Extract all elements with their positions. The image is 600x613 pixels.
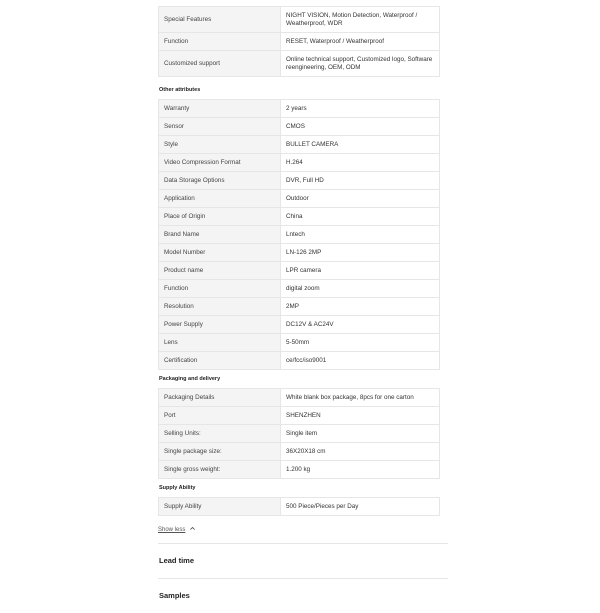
attribute-value: 2 years (281, 100, 440, 118)
table-row (159, 190, 440, 208)
show-less-button[interactable] (158, 525, 448, 535)
attribute-value: ce/fcc/iso9001 (281, 352, 440, 370)
attribute-value: LN-126 2MP (281, 244, 440, 262)
attribute-value: SHENZHEN (281, 407, 440, 425)
attribute-value: Outdoor (281, 190, 440, 208)
attribute-key: Brand Name (159, 226, 281, 244)
attribute-value: 5-50mm (281, 334, 440, 352)
table-row (159, 316, 440, 334)
table-row (159, 389, 440, 407)
attribute-key: Special Features (159, 7, 281, 33)
table-row (159, 51, 440, 77)
attribute-value: 36X20X18 cm (281, 443, 440, 461)
table-row (159, 280, 440, 298)
attribute-key: Video Compression Format (159, 154, 281, 172)
attribute-key: Single gross weight: (159, 461, 281, 479)
table-row (159, 154, 440, 172)
attribute-value: digital zoom (281, 280, 440, 298)
attribute-key: Resolution (159, 298, 281, 316)
table-row (159, 407, 440, 425)
supply-table (158, 497, 440, 516)
attribute-key: Function (159, 33, 281, 51)
attribute-key: Product name (159, 262, 281, 280)
show-less-label: Show less (158, 527, 186, 533)
section-title-packaging: Packaging and delivery (159, 376, 221, 382)
table-row (159, 334, 440, 352)
table-row (159, 208, 440, 226)
table-row (159, 461, 440, 479)
attribute-value: H.264 (281, 154, 440, 172)
attribute-key: Lens (159, 334, 281, 352)
table-row (159, 262, 440, 280)
table-row (159, 33, 440, 51)
attribute-value: Lntech (281, 226, 440, 244)
attribute-key: Application (159, 190, 281, 208)
table-row (159, 172, 440, 190)
attribute-key: Selling Units: (159, 425, 281, 443)
table-row (159, 352, 440, 370)
attribute-value: 2MP (281, 298, 440, 316)
attribute-value: RESET, Waterproof / Weatherproof (281, 33, 440, 51)
attribute-key: Model Number (159, 244, 281, 262)
top-attributes-table (158, 6, 440, 77)
table-row (159, 443, 440, 461)
attribute-value: CMOS (281, 118, 440, 136)
attribute-key: Supply Ability (159, 498, 281, 516)
attribute-value: BULLET CAMERA (281, 136, 440, 154)
table-row (159, 136, 440, 154)
chevron-up-icon (189, 525, 196, 536)
attribute-key: Function (159, 280, 281, 298)
attribute-value: Online technical support, Customized logo, Software reengineering, OEM, ODM (281, 51, 440, 77)
attribute-value: China (281, 208, 440, 226)
product-attributes-panel (158, 0, 448, 613)
attribute-key: Packaging Details (159, 389, 281, 407)
table-row (159, 244, 440, 262)
attribute-key: Customized support (159, 51, 281, 77)
attribute-value: LPR camera (281, 262, 440, 280)
section-title-supply: Supply Ability (159, 485, 196, 491)
table-row (159, 226, 440, 244)
attribute-key: Port (159, 407, 281, 425)
table-row (159, 498, 440, 516)
attribute-key: Single package size: (159, 443, 281, 461)
samples-heading[interactable]: Samples (159, 591, 190, 600)
lead-time-heading[interactable]: Lead time (159, 556, 195, 565)
table-row (159, 298, 440, 316)
table-row (159, 425, 440, 443)
attribute-value: White blank box package, 8pcs for one carton (281, 389, 440, 407)
table-row (159, 118, 440, 136)
attribute-value: NIGHT VISION, Motion Detection, Waterproof / Weatherproof, WDR (281, 7, 440, 33)
table-row (159, 100, 440, 118)
attribute-value: 500 Piece/Pieces per Day (281, 498, 440, 516)
attribute-key: Style (159, 136, 281, 154)
attribute-key: Power Supply (159, 316, 281, 334)
attribute-value: 1.200 kg (281, 461, 440, 479)
section-title-other-attributes: Other attributes (159, 87, 201, 93)
attribute-key: Sensor (159, 118, 281, 136)
attribute-value: DVR, Full HD (281, 172, 440, 190)
other-attributes-table (158, 99, 440, 370)
attribute-key: Place of Origin (159, 208, 281, 226)
attribute-key: Warranty (159, 100, 281, 118)
attribute-key: Data Storage Options (159, 172, 281, 190)
packaging-table (158, 388, 440, 479)
table-row (159, 7, 440, 33)
attribute-key: Certification (159, 352, 281, 370)
attribute-value: DC12V & AC24V (281, 316, 440, 334)
attribute-value: Single item (281, 425, 440, 443)
